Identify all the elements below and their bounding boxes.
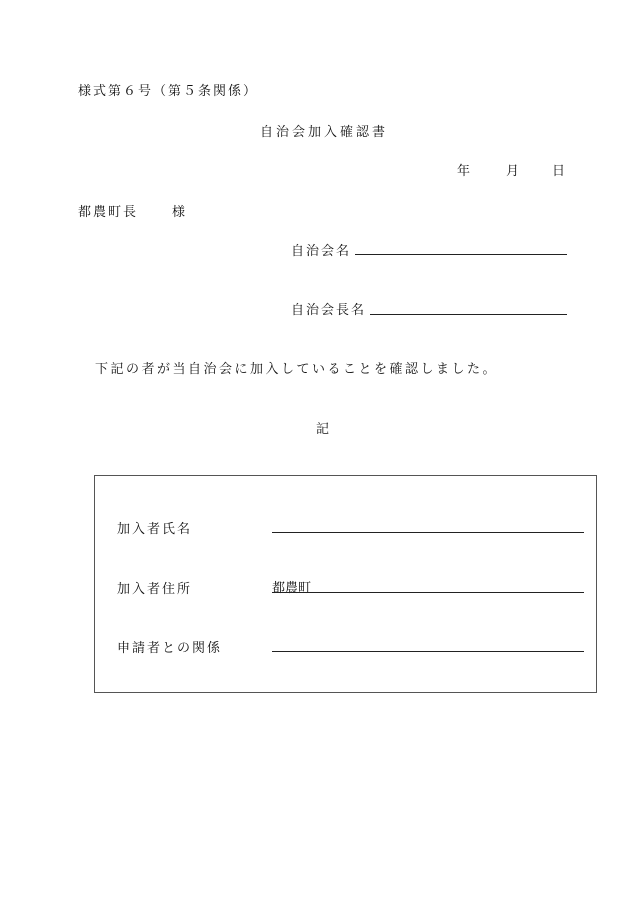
confirmation-statement: 下記の者が当自治会に加入していることを確認しました。: [95, 362, 499, 377]
date-year-label: 年: [457, 164, 473, 179]
member-name-line[interactable]: [272, 532, 584, 533]
date-day-label: 日: [552, 164, 568, 179]
member-name-label: 加入者氏名: [117, 522, 193, 537]
member-address-line[interactable]: [272, 592, 584, 593]
association-name-label: 自治会名: [291, 244, 352, 259]
relationship-line[interactable]: [272, 651, 584, 652]
form-number: 様式第６号（第５条関係）: [78, 84, 259, 99]
date-month-label: 月: [506, 164, 522, 179]
ki-heading: 記: [316, 422, 332, 437]
association-name-line[interactable]: [355, 254, 567, 255]
association-head-label: 自治会長名: [291, 303, 367, 318]
relationship-label: 申請者との関係: [117, 641, 223, 656]
member-address-prefill: 都農町: [272, 581, 312, 596]
document-title: 自治会加入確認書: [260, 125, 389, 140]
addressee-name: 都農町長: [78, 205, 139, 220]
addressee-honorific: 様: [172, 205, 188, 220]
member-address-label: 加入者住所: [117, 582, 193, 597]
association-head-line[interactable]: [370, 314, 567, 315]
